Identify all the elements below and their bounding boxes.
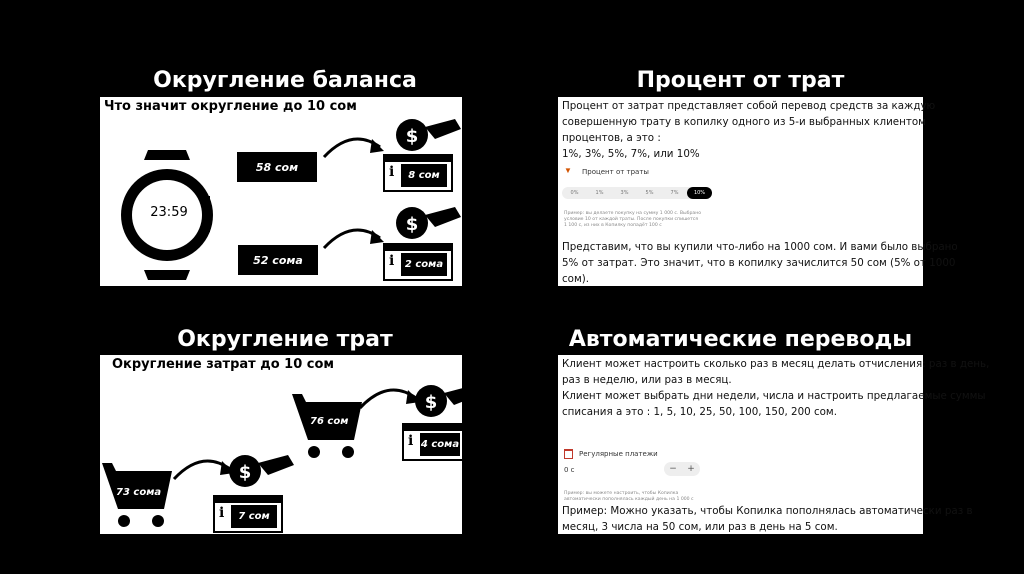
amount-value: 0 с	[564, 466, 575, 474]
percent-option[interactable]: 1%	[595, 190, 604, 196]
amount-stepper[interactable]	[664, 462, 700, 476]
amount-52: 52 сома	[238, 245, 318, 275]
percent-option-selected[interactable]: 10%	[687, 187, 712, 199]
arrow-icon	[322, 220, 392, 255]
money-hand-icon	[228, 453, 298, 489]
minus-button[interactable]: −	[669, 464, 677, 474]
panel-title: Округление затрат до 10 сом	[112, 357, 335, 372]
receipt-7: i 7 сом	[213, 495, 283, 533]
cart-amount: 76 сом	[310, 416, 349, 427]
arrow-icon	[322, 129, 392, 164]
percent-option[interactable]: 0%	[570, 190, 579, 196]
money-hand-icon	[395, 205, 462, 241]
percent-intro: Процент от затрат представляет собой перевод средств за каждую совершенную трату в копилку одного из 5-и выбранных клиентом процентов, а это : 1%, 3%, 5%, 7%, или 10%	[562, 100, 936, 160]
percent-selector[interactable]	[562, 187, 712, 199]
svg-text:$: $	[405, 214, 419, 235]
cart-amount: 73 сома	[116, 487, 162, 498]
heading-round-spend: Округление трат	[177, 327, 393, 352]
pizza-icon: ▼	[564, 166, 572, 175]
percent-option[interactable]: 5%	[645, 190, 654, 196]
money-hand-icon	[414, 383, 462, 419]
heading-round-balance: Округление баланса	[153, 68, 417, 93]
auto-intro: Клиент может настроить сколько раз в месяц делать отчисления: раз в день, раз в неделю, или раз в месяц. Клиент может выбрать дни недели, числа и настроить предлагаемые суммы списания а это : 1, 5, 10, 25, 50, 100, 150, 200 сом.	[562, 358, 990, 418]
svg-text:$: $	[405, 126, 419, 147]
auto-example: Пример: Можно указать, чтобы Копилка пополнялась автоматически раз в месяц, 3 числа на 50 сом, или раз в день на 5 сом.	[562, 505, 973, 533]
clock-time: 23:59	[150, 205, 188, 220]
money-hand-icon	[395, 117, 462, 153]
auto-hint: Пример: вы можете настроить, чтобы Копилка автоматически пополнялась каждый день на 1 000 с	[564, 491, 694, 502]
heading-auto-transfers: Автоматические переводы	[568, 327, 913, 352]
svg-text:$: $	[238, 462, 252, 483]
receipt-8: i 8 сом	[383, 154, 453, 192]
panel-title: Что значит округление до 10 сом	[104, 99, 357, 114]
amount-58: 58 сом	[237, 152, 317, 182]
calendar-icon	[564, 449, 573, 459]
percent-example: Представим, что вы купили что-либо на 1000 сом. И вами было выбрано 5% от затрат. Это значит, что в копилку зачислится 50 сом (5% от 1000 сом).	[562, 241, 958, 285]
setting-label-regular: Регулярные платежи	[579, 450, 658, 458]
receipt-2: i 2 сома	[383, 243, 453, 281]
setting-label-percent: Процент от траты	[582, 168, 649, 176]
panel-round-balance	[100, 97, 462, 286]
percent-hint: Пример: вы делаете покупку на сумму 1 000 с. Выбрано условие 10 от каждой траты. После покупки спишется 1 100 с, из них в Копилку попадёт 100 с	[564, 211, 702, 228]
percent-option[interactable]: 3%	[620, 190, 629, 196]
percent-option[interactable]: 7%	[670, 190, 679, 196]
panel-round-spend	[100, 355, 462, 534]
svg-text:$: $	[424, 392, 438, 413]
plus-button[interactable]: +	[687, 464, 695, 474]
receipt-4: i 4 сома	[402, 423, 462, 461]
heading-percent-spend: Процент от трат	[636, 68, 845, 93]
